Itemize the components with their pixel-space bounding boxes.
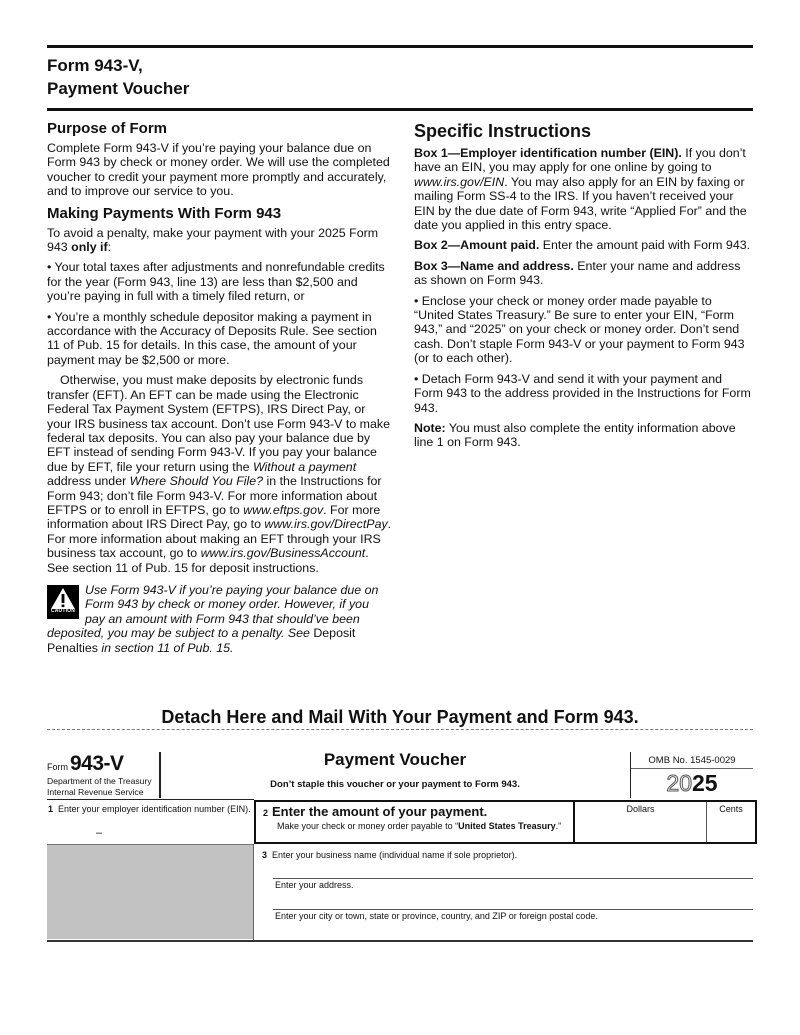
detach-heading: Detach Here and Mail With Your Payment and Form 943. (161, 707, 639, 727)
form-id: Form943-V (47, 752, 124, 775)
line3-label: 3 Enter your business name (individual name if sole proprietor). (262, 850, 518, 860)
box3-instructions: Box 3—Name and address. Enter your name and address as shown on Form 943. (414, 258, 741, 288)
making-payments-intro: To avoid a penalty, make your payment with your 2025 Form 943 only if: (47, 225, 379, 255)
left-column (47, 120, 392, 655)
shaded-area (47, 845, 253, 939)
right-column (414, 120, 754, 456)
eftps-link[interactable]: www.eftps.gov (243, 502, 324, 517)
row3-left-border (253, 844, 254, 940)
line1-label: 1 Enter your employer identification number (EIN). (48, 804, 251, 814)
cents-input[interactable] (707, 802, 755, 844)
title-line-2: Payment Voucher (47, 79, 190, 98)
tax-year: 2025 (666, 770, 718, 796)
address-underline (273, 909, 753, 910)
cents-label: Cents (719, 804, 743, 814)
top-rule (47, 45, 753, 48)
address-label: Enter your address. (275, 880, 354, 890)
business-name-input[interactable] (275, 862, 753, 877)
line2-instructions: Make your check or money order payable to “United States Treasury.” (277, 821, 562, 831)
address-input[interactable] (275, 892, 753, 907)
directpay-link[interactable]: www.irs.gov/DirectPay (264, 517, 388, 532)
making-payments-heading: Making Payments With Form 943 (47, 204, 282, 222)
row1-top-rule (47, 799, 254, 800)
specific-instructions-heading: Specific Instructions (414, 121, 592, 141)
caution-icon: CAUTION (47, 585, 79, 619)
page-title (47, 54, 189, 100)
note: Note: You must also complete the entity information above line 1 on Form 943. (414, 420, 736, 450)
omb-number: OMB No. 1545-0029 (648, 755, 736, 766)
city-input[interactable] (275, 923, 753, 938)
voucher-bottom-rule (47, 940, 753, 942)
voucher-title: Payment Voucher (323, 750, 467, 769)
making-bullet-1: • Your total taxes after adjustments and nonrefundable credits for the year (Form 943, line 13) are less than $2,500 and you’re paying in full with a timely filed return, or (47, 260, 385, 304)
ein-separator: – (96, 827, 103, 839)
ein-input[interactable] (47, 815, 252, 843)
right-bullet-2: • Detach Form 943-V and send it with your payment and Form 943 to the address provided in the Instructions for Form 943. (414, 371, 751, 415)
omb-divider (631, 768, 753, 769)
box2-instructions: Box 2—Amount paid. Enter the amount paid with Form 943. (414, 238, 751, 253)
line2-label: 2 Enter the amount of your payment. (263, 804, 488, 819)
right-bullet-1: • Enclose your check or money order made payable to “United States Treasury.” Be sure to enter your EIN, “Form 943,” and “2025” on your check or money order. Don’t send cash. Don’t staple Form 943-V or your payment to Form 943 (or to each other). (414, 293, 745, 366)
detach-cut-line (47, 729, 753, 730)
header-rule (47, 108, 753, 111)
box1-instructions: Box 1—Employer identification number (EIN). If you don’t have an EIN, you may apply for one online by going to www.irs.gov/EIN. You may also apply for an EIN by faxing or mailing Form SS-4 to the IRS. If you haven’t received your EIN by the due date of Form 943, write “Applied For” and the date you applied in this entry space. (414, 146, 747, 233)
eft-paragraph: Otherwise, you must make deposits by electronic funds transfer (EFT). An EFT can be made using the Electronic Federal Tax Payment System (EFTPS), IRS Direct Pay, or your IRS business tax account. Don’t use Form 943-V to make federal tax deposits. You can also pay your balance due by EFT instead of sending Form 943-V. If you pay your balance due by EFT, file your return using the Without a payment address under Where Should You File? in the Instructions for Form 943; don’t file Form 943-V. For more information about EFTPS or to enroll in EFTPS, go to www.eftps.gov. For more information about IRS Direct Pay, go to www.irs.gov/DirectPay. For more information about making an EFT through your IRS business tax account, go to www.irs.gov/BusinessAccount. See section 11 of Pub. 15 for deposit instructions. (47, 373, 392, 575)
caution-note: CAUTION Use Form 943-V if you’re paying your balance due on Form 943 by check or money order. However, if you pay an amount with Form 943 that should’ve been deposited, you may be subject to a penalty. See Deposit Penalties in section 11 of Pub. 15. (47, 582, 379, 655)
name-underline (273, 878, 753, 879)
dollars-input[interactable] (575, 802, 706, 844)
purpose-heading: Purpose of Form (47, 120, 168, 137)
title-line-1: Form 943-V, (47, 56, 143, 75)
voucher-subtitle: Don’t staple this voucher or your payment to Form 943. (270, 779, 520, 790)
purpose-text: Complete Form 943-V if you’re paying your balance due on Form 943 by check or money order. We will use the completed voucher to credit your payment more promptly and accurately, and to improve our service to you. (47, 141, 390, 199)
business-account-link[interactable]: www.irs.gov/BusinessAccount (200, 546, 366, 561)
making-bullet-2: • You’re a monthly schedule depositor making a payment in accordance with the Accuracy of Deposits Rule. See section 11 of Pub. 15 for details. In this case, the amount of your payment may be $2,500 or more. (47, 309, 377, 367)
department-label: Department of the Treasury Internal Revenue Service (47, 776, 152, 797)
payment-amount-box (254, 800, 757, 844)
city-label: Enter your city or town, state or province, country, and ZIP or foreign postal code. (275, 911, 598, 921)
dollars-label: Dollars (626, 804, 655, 814)
ein-link[interactable]: www.irs.gov/EIN (414, 174, 505, 189)
